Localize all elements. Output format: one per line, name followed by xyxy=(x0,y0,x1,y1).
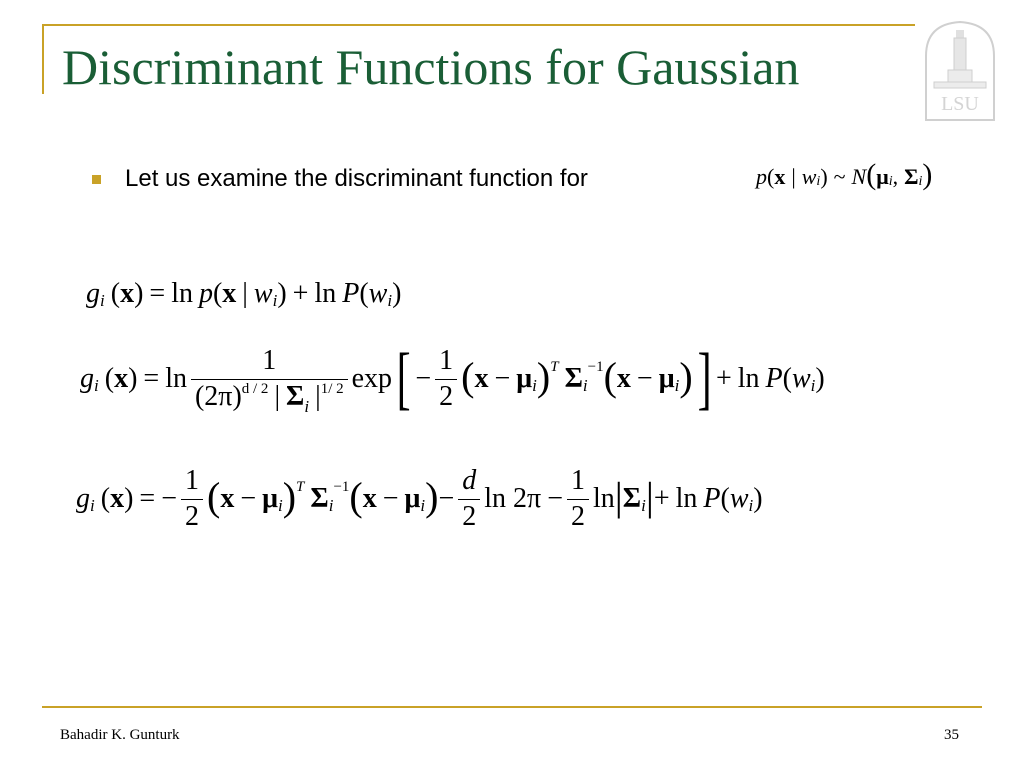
footer-rule xyxy=(42,706,982,708)
lsu-logo-text: LSU xyxy=(941,93,979,115)
bullet-item xyxy=(92,165,588,193)
bullet-square-icon xyxy=(92,175,101,184)
equation-discriminant-simplified: g i ( x ) = − $\frac{1}{2}$ ( x − μ i ) T Σ i −1 ( x − μ i ) − $\frac{d}{2}$ ln 2π − $\frac{1}{2}$ ln | Σ i | + ln P ( w i ) xyxy=(76,465,763,532)
normalizing-constant-fraction: $\frac{1}{(2\pi)^{d / 2} | \Sigma_i |^{1/ 2}}$ xyxy=(191,346,348,413)
gaussian-class-conditional: p ( x | w i ) ~ N ( μ i , Σ i ) xyxy=(756,158,933,191)
equation-discriminant-expanded: g i ( x ) = ln $\frac{1}{(2\pi)^{d / 2} | \Sigma_i |^{1/ 2}}$ exp [ − $\frac{1}{2}$ ( x − μ i ) T Σ i −1 ( x − μ i ) ] + ln P ( w i ) xyxy=(80,340,825,417)
slide-title: Discriminant Functions for Gaussian xyxy=(62,39,800,95)
page-number: 35 xyxy=(944,727,959,743)
equation-discriminant-general: g i ( x ) = ln p ( x | w i ) + ln P ( w i ) xyxy=(86,278,402,310)
bullet-text: Let us examine the discriminant function for xyxy=(125,165,588,192)
lsu-logo xyxy=(920,18,1000,123)
title-frame-left-rule xyxy=(42,24,44,94)
title-frame-top-rule xyxy=(42,24,915,26)
footer-author: Bahadir K. Gunturk xyxy=(60,727,180,743)
